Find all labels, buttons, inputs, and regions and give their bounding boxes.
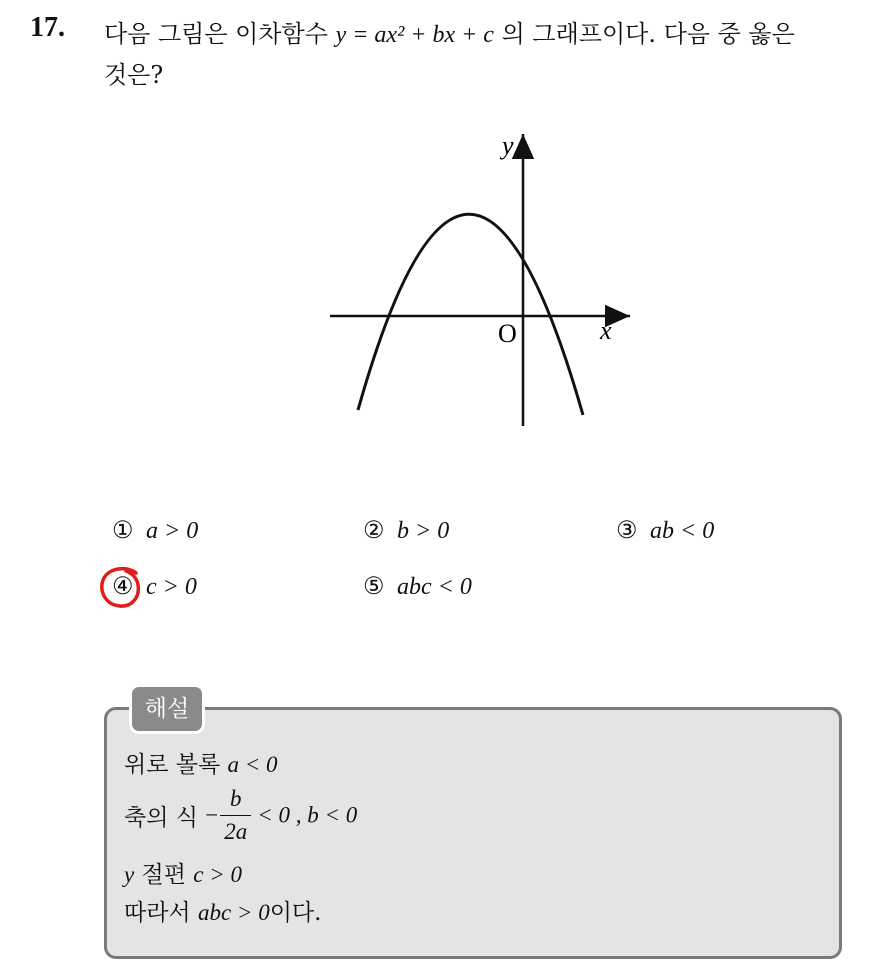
question-formula: y = ax² + bx + c — [335, 22, 494, 48]
question-text — [104, 14, 864, 95]
solution-tab: 해설 — [129, 684, 205, 734]
fraction-numerator: b — [230, 786, 242, 811]
axis-fraction — [220, 786, 251, 845]
solution-line-2 — [124, 786, 357, 845]
parabola-graph — [318, 124, 638, 434]
solution-line-4 — [124, 894, 321, 927]
y-axis-label: y — [502, 131, 514, 160]
origin-label: O — [498, 319, 517, 348]
parabola-curve — [358, 214, 583, 415]
choice-5[interactable] — [363, 572, 472, 601]
choice-2-number: ② — [363, 518, 385, 544]
choice-3-number: ③ — [616, 518, 638, 544]
choice-4-number: ④ — [112, 574, 134, 600]
solution-line-2-math: < 0 , b < 0 — [257, 802, 358, 828]
question-text-part1: 다음 그림은 이차함수 — [104, 20, 328, 48]
choice-1[interactable] — [112, 516, 198, 545]
solution-line-4-text: 따라서 — [124, 900, 191, 926]
fraction-denominator: 2a — [220, 815, 251, 845]
solution-line-4-end: 이다. — [269, 900, 322, 926]
solution-line-2-minus: − — [205, 802, 219, 828]
answer-circle-mark — [98, 564, 144, 610]
choice-3[interactable] — [616, 516, 714, 545]
question-text-line2: 것은? — [104, 61, 164, 89]
choice-4-text: c > 0 — [146, 574, 197, 600]
solution-line-3-text: 절편 — [141, 862, 186, 888]
choice-5-number: ⑤ — [363, 574, 385, 600]
choice-5-text: abc < 0 — [397, 574, 472, 600]
choice-1-number: ① — [112, 518, 134, 544]
solution-line-3-var: y — [124, 862, 135, 887]
choice-1-text: a > 0 — [146, 518, 199, 544]
solution-line-1-text: 위로 볼록 — [124, 752, 221, 778]
solution-line-2-text: 축의 식 — [124, 805, 198, 831]
question-text-part2: 의 그래프이다. 다음 중 옳은 — [501, 20, 795, 48]
question-number: 17. — [30, 12, 65, 43]
solution-line-1 — [124, 746, 278, 779]
solution-line-3 — [124, 856, 242, 889]
solution-line-3-math: c > 0 — [193, 862, 243, 887]
solution-line-1-math: a < 0 — [227, 752, 278, 777]
x-axis-label: x — [600, 316, 612, 345]
choice-3-text: ab < 0 — [650, 518, 715, 544]
choice-2[interactable] — [363, 516, 449, 545]
solution-line-4-math: abc > 0 — [197, 900, 270, 925]
choice-2-text: b > 0 — [397, 518, 450, 544]
